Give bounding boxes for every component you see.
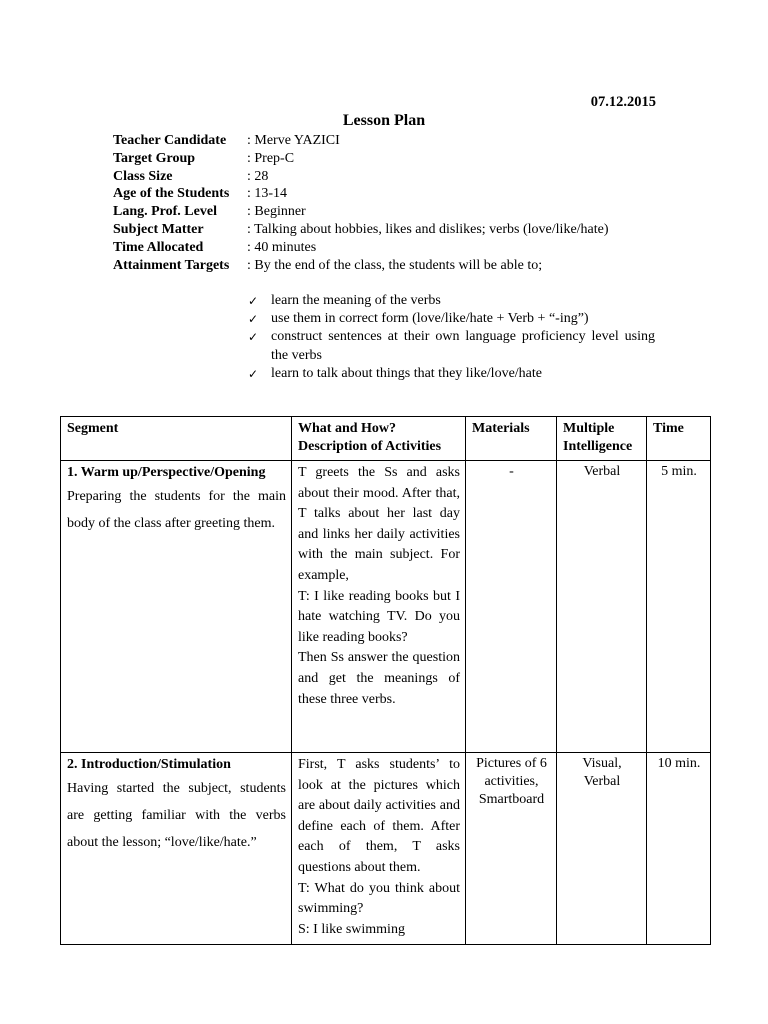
info-value: : Prep-C (247, 150, 295, 166)
table-row (61, 753, 711, 945)
header-time (647, 417, 711, 461)
header-segment (61, 417, 292, 461)
header-label: Multiple (563, 421, 615, 436)
activity-text: Then Ss answer the question and get the meanings of these three verbs. (298, 650, 460, 707)
info-value: : Merve YAZICI (247, 133, 340, 148)
target-text: use them in correct form (love/like/hate + Verb + “-ing”) (271, 311, 589, 327)
list-item (248, 365, 655, 383)
info-row-teacher (113, 132, 609, 150)
header-intelligence (557, 417, 647, 461)
list-item (248, 310, 655, 328)
info-value: : By the end of the class, the students will be able to; (247, 257, 543, 273)
segment-description: Preparing the students for the main body of the class after greeting them. (67, 489, 286, 531)
materials-cell: Pictures of 6 activities, Smartboard (466, 753, 557, 945)
lesson-plan-table (60, 416, 711, 945)
info-row-level (113, 203, 609, 221)
info-row-target-group (113, 150, 609, 168)
activities-cell (292, 753, 466, 945)
activities-cell (292, 461, 466, 753)
header-label: What and How? (298, 421, 397, 436)
info-label: Age of the Students (113, 186, 230, 202)
info-label: Time Allocated (113, 239, 204, 255)
lesson-info (113, 132, 609, 274)
info-row-attainment (113, 257, 609, 275)
info-row-time (113, 239, 609, 257)
info-value: : Beginner (247, 204, 306, 220)
check-icon: ✓ (248, 366, 259, 381)
info-label: Attainment Targets (113, 257, 230, 273)
info-label: Teacher Candidate (113, 133, 227, 148)
segment-cell (61, 753, 292, 945)
info-value: : 40 minutes (247, 239, 317, 255)
header-what-how (292, 417, 466, 461)
materials-cell: - (466, 461, 557, 753)
header-label: Intelligence (563, 439, 633, 454)
activity-text: S: I like swimming (298, 921, 405, 937)
info-value: : Talking about hobbies, likes and dislikes; verbs (love/like/hate) (247, 221, 609, 237)
info-label: Class Size (113, 168, 173, 184)
info-label: Target Group (113, 150, 196, 166)
list-item (248, 328, 655, 364)
activity-text: T greets the Ss and asks about their mood. After that, T talks about her last day and links her daily activities with the main subject. For example, (298, 465, 460, 583)
info-label: Lang. Prof. Level (113, 204, 217, 220)
time-cell: 10 min. (647, 753, 711, 945)
check-icon: ✓ (248, 312, 259, 327)
header-label: Description of Activities (298, 439, 442, 454)
intelligence-cell: Visual, Verbal (557, 753, 647, 945)
list-item (248, 292, 655, 310)
table-row (61, 461, 711, 753)
header-materials (466, 417, 557, 461)
info-value: : 13-14 (247, 186, 288, 202)
info-value: : 28 (247, 168, 269, 184)
segment-description: Having started the subject, students are getting familiar with the verbs about the lesson; “love/like/hate.” (67, 781, 286, 850)
info-row-subject (113, 221, 609, 239)
header-label: Segment (67, 421, 119, 436)
info-row-class-size (113, 168, 609, 186)
document-date: 07.12.2015 (590, 94, 656, 110)
attainment-targets-list (248, 292, 655, 383)
target-text: learn to talk about things that they like/love/hate (271, 365, 542, 381)
header-label: Time (653, 421, 684, 436)
segment-title: 1. Warm up/Perspective/Opening (67, 465, 266, 480)
segment-title: 2. Introduction/Stimulation (67, 757, 231, 772)
target-text: construct sentences at their own language proficiency level using the verbs (271, 329, 655, 363)
activity-text: First, T asks students’ to look at the pictures which are about daily activities and define each of them. After each of them, T asks questions about them. (298, 757, 460, 875)
table-header-row (61, 417, 711, 461)
check-icon: ✓ (248, 330, 259, 345)
time-cell: 5 min. (647, 461, 711, 753)
segment-cell (61, 461, 292, 753)
document-title: Lesson Plan (342, 112, 426, 129)
check-icon: ✓ (248, 294, 259, 308)
info-row-age (113, 185, 609, 203)
target-text: learn the meaning of the verbs (271, 293, 441, 308)
intelligence-cell: Verbal (557, 461, 647, 753)
info-label: Subject Matter (113, 221, 204, 237)
header-label: Materials (472, 421, 530, 436)
activity-text: T: What do you think about swimming? (298, 880, 460, 917)
activity-text: T: I like reading books but I hate watching TV. Do you like reading books? (298, 588, 460, 645)
